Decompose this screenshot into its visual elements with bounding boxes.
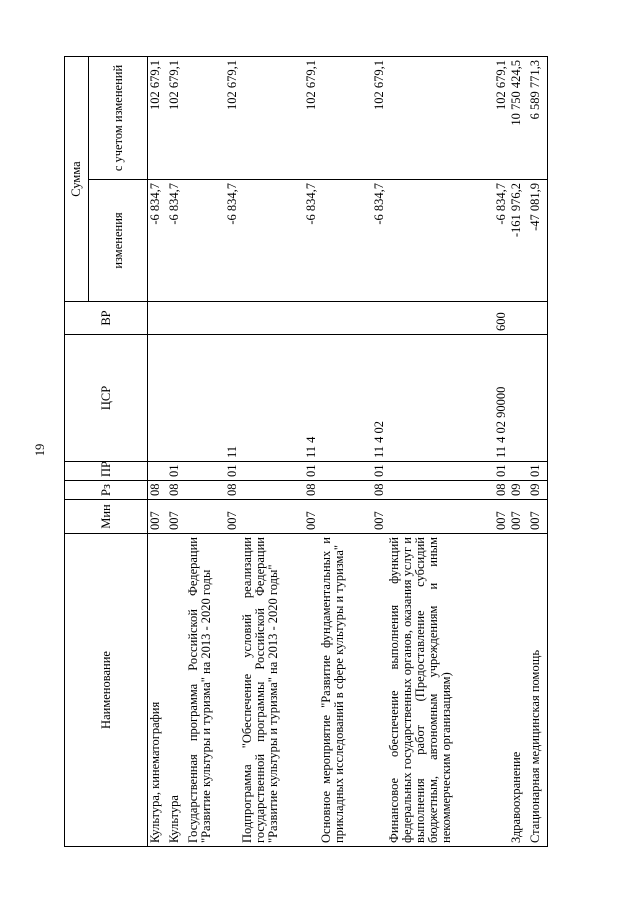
- header-vr: ВР: [65, 302, 148, 335]
- row-change: -6 834,7: [240, 180, 319, 302]
- budget-table-rotated: [64, 57, 586, 847]
- header-with-changes: с учетом изменений: [89, 57, 148, 180]
- row-rz: 08: [240, 481, 319, 500]
- row-change: -6 834,7: [387, 180, 509, 302]
- row-name: Государственная программа Российской Федерации "Развитие культуры и туризма" на 2013 - 2020 годы: [186, 534, 240, 847]
- row-pr: 01: [167, 462, 186, 481]
- row-rz: 08: [319, 481, 387, 500]
- table-row: [167, 57, 186, 847]
- row-min: 007: [528, 500, 548, 534]
- row-total: 102 679,1: [186, 57, 240, 180]
- row-name: Основное мероприятие "Развитие фундаментальных и прикладных исследований в сфере культуры и туризма": [319, 534, 387, 847]
- row-name: Здравоохранение: [509, 534, 528, 847]
- row-change: -6 834,7: [319, 180, 387, 302]
- row-total: 102 679,1: [148, 57, 168, 180]
- row-pr: 01: [186, 462, 240, 481]
- table-row: [240, 57, 319, 847]
- row-min: 007: [387, 500, 509, 534]
- row-rz: 09: [528, 481, 548, 500]
- row-pr: [148, 462, 168, 481]
- row-total: 102 679,1: [387, 57, 509, 180]
- row-vr: [148, 302, 168, 335]
- row-name: Подпрограмма "Обеспечение условий реализации государственной программы Российской Федерации "Развитие культуры и туризма" на 2013 - 2020 годы": [240, 534, 319, 847]
- row-csr: [167, 335, 186, 462]
- row-vr: 600: [387, 302, 509, 335]
- row-change: -161 976,2: [509, 180, 528, 302]
- row-vr: [167, 302, 186, 335]
- row-pr: 01: [240, 462, 319, 481]
- header-summa: Сумма: [65, 57, 89, 302]
- row-rz: 08: [186, 481, 240, 500]
- header-rz: Рз: [65, 481, 148, 500]
- row-min: 007: [240, 500, 319, 534]
- table-row: [186, 57, 240, 847]
- row-pr: 01: [319, 462, 387, 481]
- budget-table: [64, 56, 548, 847]
- header-name: Наименование: [65, 534, 148, 847]
- header-pr: ПР: [65, 462, 148, 481]
- row-change: -47 081,9: [528, 180, 548, 302]
- row-rz: 09: [509, 481, 528, 500]
- row-csr: 11 4 02: [319, 335, 387, 462]
- row-rz: 08: [387, 481, 509, 500]
- row-change: -6 834,7: [167, 180, 186, 302]
- row-csr: [509, 335, 528, 462]
- row-csr: 11 4 02 90000: [387, 335, 509, 462]
- header-csr: ЦСР: [65, 335, 148, 462]
- row-name: Культура: [167, 534, 186, 847]
- row-total: 6 589 771,3: [528, 57, 548, 180]
- row-name: Финансовое обеспечение выполнения функций федеральных государственных органов, оказания услуг и выполнения работ (Предоставление субсидий бюджетным, автономным учреждениям и иным некоммерческим организациям): [387, 534, 509, 847]
- row-total: 10 750 424,5: [509, 57, 528, 180]
- page-number: 19: [32, 443, 47, 457]
- row-csr: [148, 335, 168, 462]
- row-vr: [186, 302, 240, 335]
- table-row: [528, 57, 548, 847]
- row-rz: 08: [148, 481, 168, 500]
- header-min: Мин: [65, 500, 148, 534]
- row-rz: 08: [167, 481, 186, 500]
- row-pr: 01: [528, 462, 548, 481]
- row-min: 007: [509, 500, 528, 534]
- row-min: 007: [148, 500, 168, 534]
- table-row: [148, 57, 168, 847]
- table-row: [509, 57, 528, 847]
- row-vr: [319, 302, 387, 335]
- row-total: 102 679,1: [319, 57, 387, 180]
- table-row: [387, 57, 509, 847]
- row-total: 102 679,1: [240, 57, 319, 180]
- row-total: 102 679,1: [167, 57, 186, 180]
- row-csr: 11 4: [240, 335, 319, 462]
- row-change: -6 834,7: [148, 180, 168, 302]
- row-name: Стационарная медицинская помощь: [528, 534, 548, 847]
- row-min: 007: [167, 500, 186, 534]
- header-changes: изменения: [89, 180, 148, 302]
- row-min: 007: [319, 500, 387, 534]
- row-pr: 01: [387, 462, 509, 481]
- row-vr: [509, 302, 528, 335]
- row-pr: [509, 462, 528, 481]
- row-vr: [528, 302, 548, 335]
- row-change: -6 834,7: [186, 180, 240, 302]
- row-csr: [528, 335, 548, 462]
- row-vr: [240, 302, 319, 335]
- row-min: 007: [186, 500, 240, 534]
- row-csr: 11: [186, 335, 240, 462]
- table-row: [319, 57, 387, 847]
- row-name: Культура, кинематография: [148, 534, 168, 847]
